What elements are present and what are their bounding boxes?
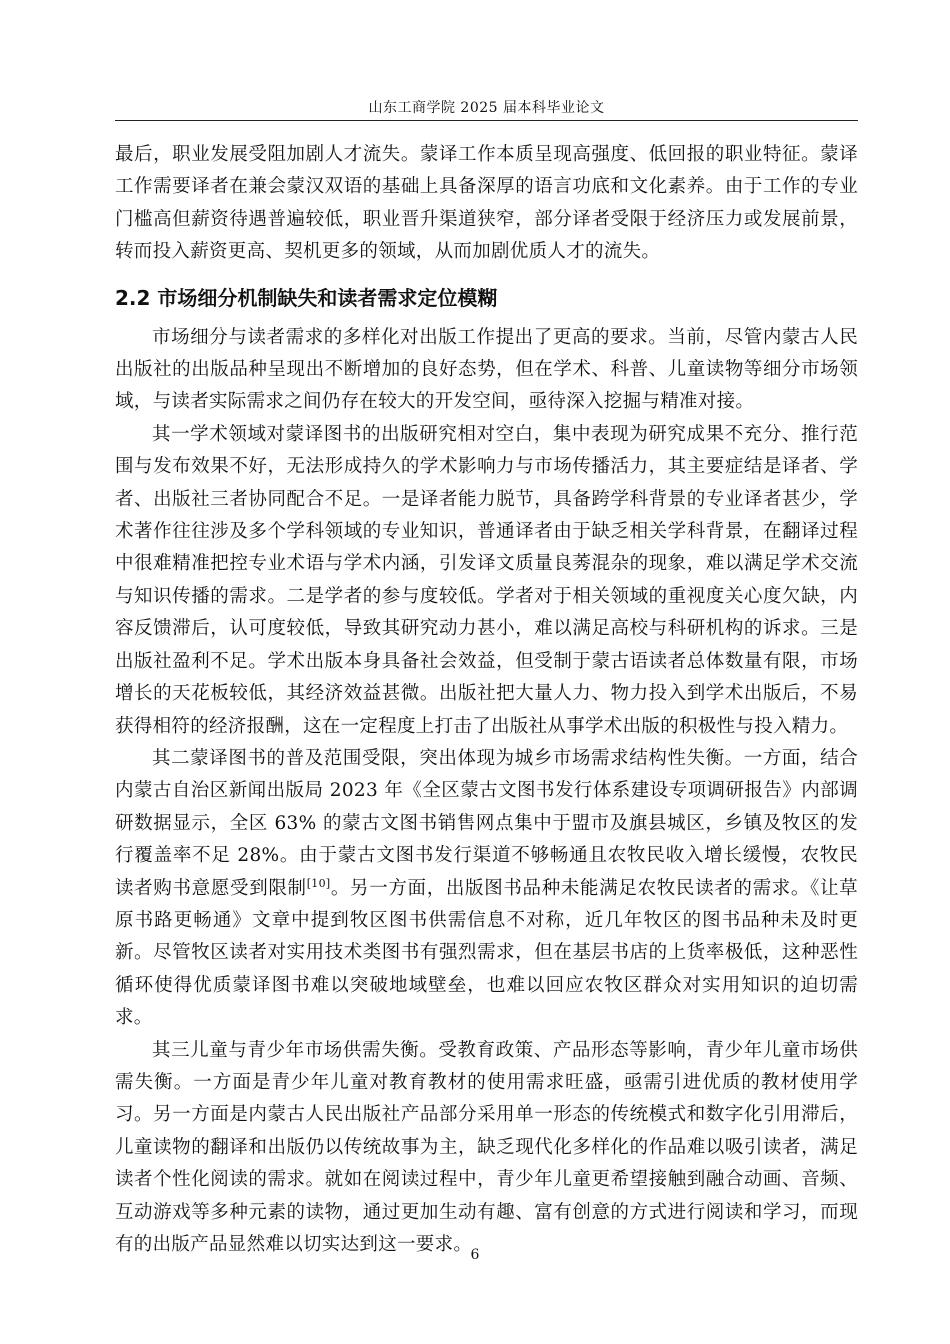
page-number: 6 (470, 1247, 480, 1263)
section-heading: 2.2 市场细分机制缺失和读者需求定位模糊 (115, 285, 498, 310)
paragraph-3: 其一学术领域对蒙译图书的出版研究相对空白，集中表现为研究成果不充分、推行范围与发布效果不好，无法形成持久的学术影响力与市场传播活力，其主要症结是译者、学者、出版社三者协同配合不足。一是译者能力脱节，具备跨学科背景的专业译者甚少，学术著作往往涉及多个学科领域的专业知识，普通译者由于缺乏相关学科背景，在翻译过程中很难精准把控专业术语与学术内涵，引发译文质量良莠混杂的现象，难以满足学术交流与知识传播的需求。二是学者的参与度较低。学者对于相关领域的重视度关心度欠缺，内容反馈滞后，认可度较低，导致其研究动力甚小，难以满足高校与科研机构的诉求。三是出版社盈利不足。学术出版本身具备社会效益，但受制于蒙古语读者总体数量有限，市场增长的天花板较低，其经济效益甚微。出版社把大量人力、物力投入到学术出版后，不易获得相符的经济报酬，这在一定程度上打击了出版社从事学术出版的积极性与投入精力。 (115, 423, 858, 737)
paragraph-4 (115, 743, 858, 1035)
citation-ref[interactable]: [10] (306, 876, 331, 890)
header-divider (115, 120, 858, 121)
paragraph-4-part-1: 其二蒙译图书的普及范围受限，突出体现为城乡市场需求结构性失衡。一方面，结合内蒙古自治区新闻出版局 2023 年《全区蒙古文图书发行体系建设专项调研报告》内部调研数据显示，全区 63% 的蒙古文图书销售网点集中于盟市及旗县城区，乡镇及牧区的发行覆盖率不足 28%。由于蒙古文图书发行渠道不够畅通且农牧民收入增长缓慢，农牧民读者购书意愿受到限制 (115, 747, 858, 899)
running-header: 山东工商学院 2025 届本科毕业论文 (368, 100, 605, 116)
paragraph-5: 其三儿童与青少年市场供需失衡。受教育政策、产品形态等影响，青少年儿童市场供需失衡。一方面是青少年儿童对教育教材的使用需求旺盛，亟需引进优质的教材使用学习。另一方面是内蒙古人民出版社产品部分采用单一形态的传统模式和数字化引用滞后，儿童读物的翻译和出版仍以传统故事为主，缺乏现代化多样化的作品难以吸引读者，满足读者个性化阅读的需求。就如在阅读过程中，青少年儿童更希望接触到融合动画、音频、互动游戏等多种元素的读物，通过更加生动有趣、富有创意的方式进行阅读和学习，而现有的出版产品显然难以切实达到这一要求。 (115, 1039, 858, 1255)
paragraph-2: 市场细分与读者需求的多样化对出版工作提出了更高的要求。当前，尽管内蒙古人民出版社的出版品种呈现出不断增加的良好态势，但在学术、科普、儿童读物等细分市场领域，与读者实际需求之间仍存在较大的开发空间，亟待深入挖掘与精准对接。 (115, 326, 858, 413)
paragraph-4-part-2: 。另一方面，出版图书品种未能满足农牧民读者的需求。《让草原书路更畅通》文章中提到牧区图书供需信息不对称，近几年牧区的图书品种未及时更新。尽管牧区读者对实用技术类图书有强烈需求，但在基层书店的上货率极低，这种恶性循环使得优质蒙译图书难以突破地域壁垒，也难以回应农牧区群众对实用知识的迫切需求。 (115, 877, 858, 1029)
body-text (115, 139, 858, 1261)
paragraph-1: 最后，职业发展受阻加剧人才流失。蒙译工作本质呈现高强度、低回报的职业特征。蒙译工作需要译者在兼会蒙汉双语的基础上具备深厚的语言功底和文化素养。由于工作的专业门槛高但薪资待遇普遍较低，职业晋升渠道狭窄，部分译者受限于经济压力或发展前景，转而投入薪资更高、契机更多的领域，从而加剧优质人才的流失。 (115, 144, 858, 263)
